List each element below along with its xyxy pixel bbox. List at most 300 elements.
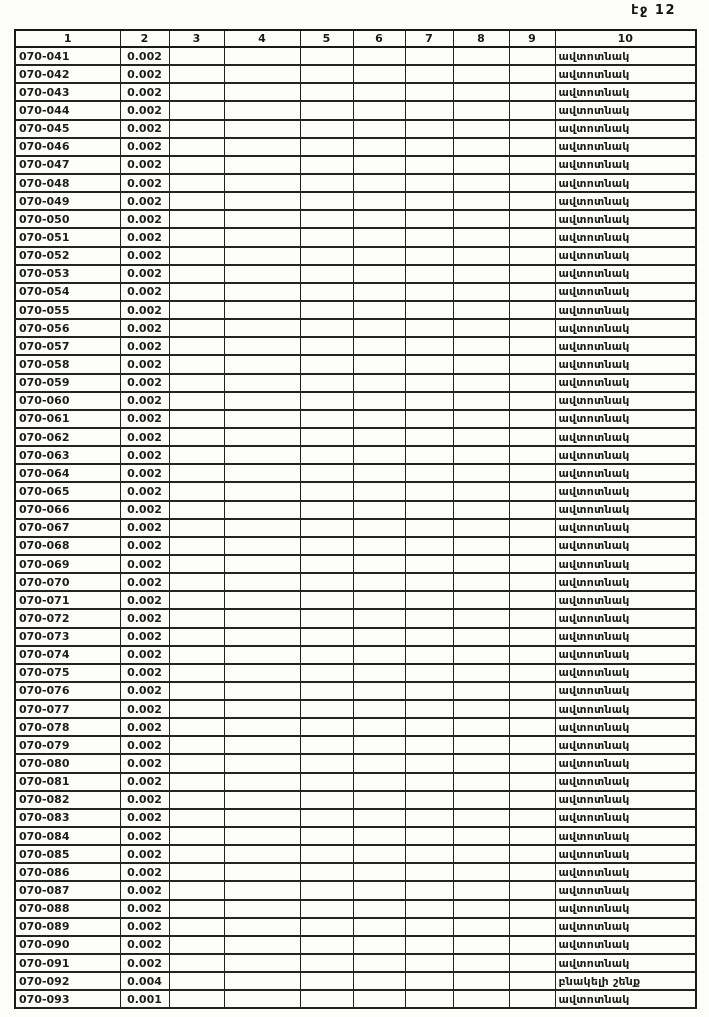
empty-cell [353, 773, 405, 791]
empty-cell [169, 337, 224, 355]
area-value-cell: 0.002 [120, 319, 169, 337]
empty-cell [224, 301, 300, 319]
empty-cell [224, 355, 300, 373]
parcel-code-cell: 070-072 [15, 609, 120, 627]
empty-cell [353, 65, 405, 83]
empty-cell [353, 718, 405, 736]
empty-cell [169, 954, 224, 972]
empty-cell [405, 954, 453, 972]
parcel-code-cell: 070-074 [15, 646, 120, 664]
empty-cell [509, 83, 555, 101]
empty-cell [453, 501, 509, 519]
area-value-cell: 0.002 [120, 464, 169, 482]
empty-cell [353, 537, 405, 555]
empty-cell [453, 845, 509, 863]
empty-cell [224, 210, 300, 228]
empty-cell [300, 319, 353, 337]
empty-cell [224, 700, 300, 718]
empty-cell [224, 773, 300, 791]
empty-cell [353, 410, 405, 428]
empty-cell [353, 482, 405, 500]
parcel-code-cell: 070-050 [15, 210, 120, 228]
empty-cell [405, 265, 453, 283]
empty-cell [405, 754, 453, 772]
parcel-code-cell: 070-056 [15, 319, 120, 337]
empty-cell [405, 628, 453, 646]
empty-cell [169, 501, 224, 519]
empty-cell [169, 754, 224, 772]
table-row [15, 192, 696, 210]
table-row [15, 374, 696, 392]
empty-cell [453, 319, 509, 337]
empty-cell [453, 591, 509, 609]
empty-cell [300, 410, 353, 428]
empty-cell [169, 591, 224, 609]
empty-cell [300, 301, 353, 319]
table-row [15, 174, 696, 192]
empty-cell [300, 482, 353, 500]
empty-cell [509, 646, 555, 664]
parcel-code-cell: 070-064 [15, 464, 120, 482]
empty-cell [300, 609, 353, 627]
empty-cell [405, 192, 453, 210]
empty-cell [453, 918, 509, 936]
empty-cell [169, 120, 224, 138]
parcel-code-cell: 070-047 [15, 156, 120, 174]
area-value-cell: 0.002 [120, 591, 169, 609]
table-row [15, 736, 696, 754]
usage-label-cell: ավտոտնակ [555, 519, 696, 537]
empty-cell [405, 591, 453, 609]
empty-cell [405, 355, 453, 373]
area-value-cell: 0.002 [120, 247, 169, 265]
parcel-code-cell: 070-049 [15, 192, 120, 210]
empty-cell [509, 174, 555, 192]
empty-cell [405, 646, 453, 664]
empty-cell [453, 174, 509, 192]
area-value-cell: 0.004 [120, 972, 169, 990]
empty-cell [405, 47, 453, 65]
area-value-cell: 0.002 [120, 301, 169, 319]
empty-cell [405, 283, 453, 301]
table-row [15, 101, 696, 119]
empty-cell [405, 446, 453, 464]
empty-cell [300, 120, 353, 138]
empty-cell [224, 918, 300, 936]
area-value-cell: 0.002 [120, 754, 169, 772]
empty-cell [405, 65, 453, 83]
empty-cell [169, 65, 224, 83]
usage-label-cell: ավտոտնակ [555, 863, 696, 881]
empty-cell [300, 682, 353, 700]
empty-cell [300, 537, 353, 555]
empty-cell [405, 773, 453, 791]
empty-cell [224, 809, 300, 827]
table-row [15, 428, 696, 446]
usage-label-cell: ավտոտնակ [555, 228, 696, 246]
empty-cell [509, 210, 555, 228]
empty-cell [169, 446, 224, 464]
empty-cell [300, 156, 353, 174]
empty-cell [453, 374, 509, 392]
empty-cell [224, 283, 300, 301]
empty-cell [509, 337, 555, 355]
parcel-code-cell: 070-087 [15, 881, 120, 899]
empty-cell [509, 319, 555, 337]
empty-cell [405, 537, 453, 555]
usage-label-cell: ավտոտնակ [555, 845, 696, 863]
empty-cell [353, 319, 405, 337]
table-row [15, 646, 696, 664]
empty-cell [453, 446, 509, 464]
parcel-code-cell: 070-066 [15, 501, 120, 519]
empty-cell [169, 410, 224, 428]
usage-label-cell: ավտոտնակ [555, 337, 696, 355]
empty-cell [224, 537, 300, 555]
empty-cell [453, 791, 509, 809]
empty-cell [405, 138, 453, 156]
empty-cell [224, 319, 300, 337]
parcel-code-cell: 070-054 [15, 283, 120, 301]
table-row [15, 410, 696, 428]
parcel-code-cell: 070-083 [15, 809, 120, 827]
empty-cell [169, 609, 224, 627]
empty-cell [453, 609, 509, 627]
empty-cell [300, 501, 353, 519]
area-value-cell: 0.002 [120, 936, 169, 954]
empty-cell [453, 482, 509, 500]
empty-cell [353, 101, 405, 119]
parcel-code-cell: 070-077 [15, 700, 120, 718]
usage-label-cell: ավտոտնակ [555, 428, 696, 446]
empty-cell [300, 573, 353, 591]
empty-cell [353, 972, 405, 990]
usage-label-cell: ավտոտնակ [555, 374, 696, 392]
parcel-code-cell: 070-057 [15, 337, 120, 355]
empty-cell [224, 591, 300, 609]
empty-cell [169, 355, 224, 373]
empty-cell [300, 428, 353, 446]
empty-cell [300, 954, 353, 972]
column-header: 3 [169, 30, 224, 47]
table-row [15, 519, 696, 537]
empty-cell [224, 174, 300, 192]
empty-cell [353, 501, 405, 519]
table-row [15, 990, 696, 1008]
area-value-cell: 0.002 [120, 773, 169, 791]
empty-cell [509, 972, 555, 990]
parcel-code-cell: 070-041 [15, 47, 120, 65]
empty-cell [353, 464, 405, 482]
empty-cell [353, 791, 405, 809]
area-value-cell: 0.002 [120, 809, 169, 827]
empty-cell [224, 428, 300, 446]
parcel-code-cell: 070-076 [15, 682, 120, 700]
table-row [15, 628, 696, 646]
empty-cell [453, 65, 509, 83]
area-value-cell: 0.002 [120, 700, 169, 718]
empty-cell [453, 773, 509, 791]
table-row [15, 120, 696, 138]
usage-label-cell: ավտոտնակ [555, 319, 696, 337]
empty-cell [353, 845, 405, 863]
empty-cell [224, 410, 300, 428]
table-row [15, 355, 696, 373]
empty-cell [405, 918, 453, 936]
empty-cell [169, 101, 224, 119]
column-header: 2 [120, 30, 169, 47]
empty-cell [353, 174, 405, 192]
parcel-code-cell: 070-060 [15, 392, 120, 410]
table-row [15, 791, 696, 809]
usage-label-cell: ավտոտնակ [555, 410, 696, 428]
empty-cell [300, 355, 353, 373]
empty-cell [509, 65, 555, 83]
empty-cell [169, 773, 224, 791]
empty-cell [300, 754, 353, 772]
empty-cell [509, 265, 555, 283]
empty-cell [453, 392, 509, 410]
empty-cell [453, 555, 509, 573]
table-row [15, 337, 696, 355]
empty-cell [509, 228, 555, 246]
empty-cell [509, 120, 555, 138]
empty-cell [300, 65, 353, 83]
empty-cell [169, 392, 224, 410]
table-row [15, 265, 696, 283]
empty-cell [224, 446, 300, 464]
empty-cell [405, 900, 453, 918]
empty-cell [405, 210, 453, 228]
empty-cell [353, 446, 405, 464]
table-row [15, 881, 696, 899]
empty-cell [405, 374, 453, 392]
empty-cell [405, 247, 453, 265]
empty-cell [224, 265, 300, 283]
usage-label-cell: ավտոտնակ [555, 101, 696, 119]
empty-cell [453, 718, 509, 736]
empty-cell [224, 900, 300, 918]
empty-cell [353, 392, 405, 410]
empty-cell [353, 428, 405, 446]
empty-cell [224, 83, 300, 101]
empty-cell [224, 646, 300, 664]
empty-cell [353, 591, 405, 609]
empty-cell [509, 664, 555, 682]
empty-cell [224, 863, 300, 881]
empty-cell [509, 156, 555, 174]
column-header: 10 [555, 30, 696, 47]
empty-cell [169, 210, 224, 228]
usage-label-cell: ավտոտնակ [555, 355, 696, 373]
parcel-code-cell: 070-063 [15, 446, 120, 464]
page-number-label: էջ 12 [631, 3, 676, 18]
empty-cell [224, 156, 300, 174]
empty-cell [169, 374, 224, 392]
empty-cell [224, 609, 300, 627]
parcel-code-cell: 070-048 [15, 174, 120, 192]
column-header: 7 [405, 30, 453, 47]
parcel-code-cell: 070-065 [15, 482, 120, 500]
empty-cell [224, 827, 300, 845]
area-value-cell: 0.002 [120, 156, 169, 174]
empty-cell [353, 519, 405, 537]
parcel-code-cell: 070-092 [15, 972, 120, 990]
empty-cell [405, 682, 453, 700]
empty-cell [353, 936, 405, 954]
area-value-cell: 0.002 [120, 845, 169, 863]
parcel-code-cell: 070-088 [15, 900, 120, 918]
empty-cell [300, 464, 353, 482]
cadastre-table [14, 29, 697, 1009]
empty-cell [224, 464, 300, 482]
usage-label-cell: ավտոտնակ [555, 301, 696, 319]
empty-cell [509, 482, 555, 500]
table-row [15, 773, 696, 791]
table-row [15, 392, 696, 410]
usage-label-cell: ավտոտնակ [555, 718, 696, 736]
parcel-code-cell: 070-061 [15, 410, 120, 428]
table-row [15, 591, 696, 609]
area-value-cell: 0.002 [120, 519, 169, 537]
column-header: 8 [453, 30, 509, 47]
table-row [15, 827, 696, 845]
empty-cell [300, 646, 353, 664]
empty-cell [453, 337, 509, 355]
table-row [15, 83, 696, 101]
usage-label-cell: ավտոտնակ [555, 138, 696, 156]
area-value-cell: 0.002 [120, 283, 169, 301]
parcel-code-cell: 070-059 [15, 374, 120, 392]
area-value-cell: 0.002 [120, 918, 169, 936]
empty-cell [353, 881, 405, 899]
empty-cell [169, 319, 224, 337]
usage-label-cell: ավտոտնակ [555, 809, 696, 827]
empty-cell [453, 682, 509, 700]
parcel-code-cell: 070-045 [15, 120, 120, 138]
empty-cell [405, 736, 453, 754]
area-value-cell: 0.002 [120, 501, 169, 519]
usage-label-cell: ավտոտնակ [555, 47, 696, 65]
empty-cell [453, 863, 509, 881]
empty-cell [224, 954, 300, 972]
empty-cell [509, 718, 555, 736]
area-value-cell: 0.002 [120, 265, 169, 283]
parcel-code-cell: 070-046 [15, 138, 120, 156]
usage-label-cell: ավտոտնակ [555, 900, 696, 918]
empty-cell [509, 609, 555, 627]
empty-cell [509, 900, 555, 918]
usage-label-cell: ավտոտնակ [555, 791, 696, 809]
column-header: 6 [353, 30, 405, 47]
usage-label-cell: ավտոտնակ [555, 664, 696, 682]
empty-cell [509, 47, 555, 65]
empty-cell [224, 990, 300, 1008]
empty-cell [169, 156, 224, 174]
empty-cell [453, 283, 509, 301]
usage-label-cell: ավտոտնակ [555, 120, 696, 138]
column-header: 9 [509, 30, 555, 47]
empty-cell [509, 555, 555, 573]
empty-cell [509, 537, 555, 555]
empty-cell [405, 501, 453, 519]
empty-cell [300, 863, 353, 881]
table-row [15, 682, 696, 700]
usage-label-cell: ավտոտնակ [555, 881, 696, 899]
empty-cell [453, 809, 509, 827]
empty-cell [353, 247, 405, 265]
area-value-cell: 0.002 [120, 228, 169, 246]
empty-cell [509, 881, 555, 899]
parcel-code-cell: 070-089 [15, 918, 120, 936]
usage-label-cell: ավտոտնակ [555, 65, 696, 83]
table-row [15, 700, 696, 718]
area-value-cell: 0.002 [120, 736, 169, 754]
usage-label-cell: ավտոտնակ [555, 591, 696, 609]
empty-cell [405, 990, 453, 1008]
empty-cell [300, 228, 353, 246]
empty-cell [405, 519, 453, 537]
empty-cell [353, 863, 405, 881]
empty-cell [353, 156, 405, 174]
table-row [15, 138, 696, 156]
usage-label-cell: ավտոտնակ [555, 156, 696, 174]
parcel-code-cell: 070-051 [15, 228, 120, 246]
empty-cell [300, 337, 353, 355]
usage-label-cell: ավտոտնակ [555, 464, 696, 482]
area-value-cell: 0.002 [120, 827, 169, 845]
area-value-cell: 0.002 [120, 646, 169, 664]
empty-cell [300, 174, 353, 192]
empty-cell [300, 392, 353, 410]
usage-label-cell: ավտոտնակ [555, 609, 696, 627]
empty-cell [300, 791, 353, 809]
area-value-cell: 0.002 [120, 138, 169, 156]
empty-cell [353, 754, 405, 772]
empty-cell [353, 918, 405, 936]
area-value-cell: 0.002 [120, 664, 169, 682]
empty-cell [300, 972, 353, 990]
empty-cell [509, 374, 555, 392]
parcel-code-cell: 070-085 [15, 845, 120, 863]
empty-cell [300, 700, 353, 718]
empty-cell [169, 809, 224, 827]
empty-cell [169, 464, 224, 482]
usage-label-cell: ավտոտնակ [555, 754, 696, 772]
empty-cell [169, 646, 224, 664]
empty-cell [453, 628, 509, 646]
empty-cell [353, 700, 405, 718]
empty-cell [405, 827, 453, 845]
empty-cell [169, 863, 224, 881]
empty-cell [453, 428, 509, 446]
empty-cell [509, 446, 555, 464]
empty-cell [224, 482, 300, 500]
empty-cell [405, 410, 453, 428]
empty-cell [405, 791, 453, 809]
empty-cell [224, 519, 300, 537]
area-value-cell: 0.002 [120, 446, 169, 464]
empty-cell [224, 138, 300, 156]
empty-cell [405, 936, 453, 954]
empty-cell [509, 754, 555, 772]
empty-cell [224, 392, 300, 410]
empty-cell [169, 519, 224, 537]
empty-cell [453, 700, 509, 718]
empty-cell [300, 374, 353, 392]
empty-cell [224, 337, 300, 355]
empty-cell [300, 900, 353, 918]
